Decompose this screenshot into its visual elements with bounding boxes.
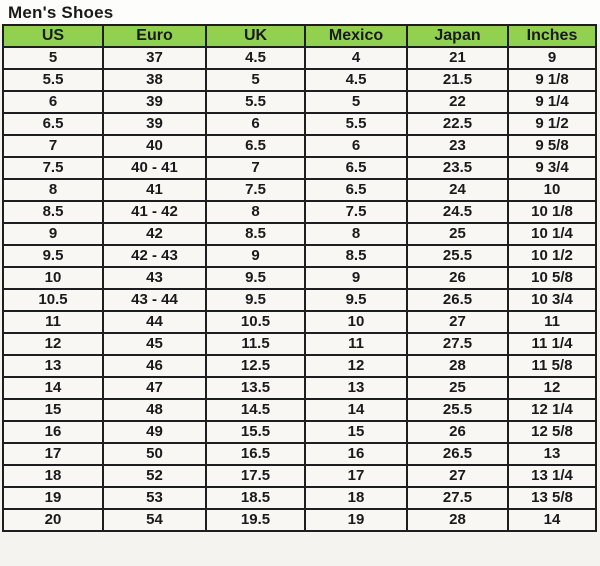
table-cell: 6.5 xyxy=(206,135,305,157)
table-cell: 44 xyxy=(103,311,206,333)
table-cell: 13 5/8 xyxy=(508,487,596,509)
table-cell: 5.5 xyxy=(3,69,103,91)
table-cell: 9 xyxy=(206,245,305,267)
table-cell: 10 1/4 xyxy=(508,223,596,245)
table-cell: 13 xyxy=(3,355,103,377)
table-cell: 11 xyxy=(305,333,407,355)
table-cell: 19 xyxy=(305,509,407,531)
table-cell: 26 xyxy=(407,267,508,289)
table-cell: 46 xyxy=(103,355,206,377)
table-cell: 10.5 xyxy=(3,289,103,311)
table-cell: 12.5 xyxy=(206,355,305,377)
table-cell: 48 xyxy=(103,399,206,421)
table-cell: 9.5 xyxy=(206,289,305,311)
table-cell: 5 xyxy=(206,69,305,91)
table-cell: 52 xyxy=(103,465,206,487)
table-cell: 16 xyxy=(3,421,103,443)
table-cell: 14 xyxy=(508,509,596,531)
table-cell: 7 xyxy=(3,135,103,157)
table-cell: 6 xyxy=(206,113,305,135)
table-cell: 14 xyxy=(3,377,103,399)
table-cell: 7.5 xyxy=(206,179,305,201)
table-cell: 38 xyxy=(103,69,206,91)
table-cell: 12 5/8 xyxy=(508,421,596,443)
table-row xyxy=(3,157,596,179)
page-title: Men's Shoes xyxy=(8,3,114,22)
table-row xyxy=(3,333,596,355)
table-cell: 8.5 xyxy=(305,245,407,267)
table-cell: 19.5 xyxy=(206,509,305,531)
table-row xyxy=(3,465,596,487)
table-cell: 15.5 xyxy=(206,421,305,443)
table-cell: 13 xyxy=(305,377,407,399)
table-cell: 50 xyxy=(103,443,206,465)
table-cell: 9 xyxy=(508,47,596,69)
column-header: Mexico xyxy=(305,25,407,47)
table-row xyxy=(3,179,596,201)
table-cell: 27 xyxy=(407,465,508,487)
table-cell: 5 xyxy=(305,91,407,113)
table-cell: 22.5 xyxy=(407,113,508,135)
table-cell: 9.5 xyxy=(206,267,305,289)
table-cell: 28 xyxy=(407,509,508,531)
table-cell: 6.5 xyxy=(3,113,103,135)
table-cell: 21 xyxy=(407,47,508,69)
table-row xyxy=(3,311,596,333)
table-cell: 12 xyxy=(3,333,103,355)
table-cell: 23 xyxy=(407,135,508,157)
table-cell: 39 xyxy=(103,113,206,135)
table-cell: 25 xyxy=(407,377,508,399)
table-cell: 6.5 xyxy=(305,179,407,201)
table-cell: 4 xyxy=(305,47,407,69)
table-cell: 27.5 xyxy=(407,333,508,355)
table-cell: 24.5 xyxy=(407,201,508,223)
table-cell: 18 xyxy=(305,487,407,509)
table-cell: 9 xyxy=(305,267,407,289)
table-cell: 22 xyxy=(407,91,508,113)
table-cell: 42 - 43 xyxy=(103,245,206,267)
table-cell: 8.5 xyxy=(206,223,305,245)
table-cell: 13 1/4 xyxy=(508,465,596,487)
table-cell: 21.5 xyxy=(407,69,508,91)
table-cell: 26 xyxy=(407,421,508,443)
column-header: Japan xyxy=(407,25,508,47)
table-row xyxy=(3,135,596,157)
table-cell: 12 1/4 xyxy=(508,399,596,421)
column-header: UK xyxy=(206,25,305,47)
header-row xyxy=(3,25,596,47)
table-row xyxy=(3,289,596,311)
table-cell: 7 xyxy=(206,157,305,179)
table-cell: 9 5/8 xyxy=(508,135,596,157)
table-cell: 9 1/2 xyxy=(508,113,596,135)
table-cell: 27 xyxy=(407,311,508,333)
table-cell: 13 xyxy=(508,443,596,465)
table-cell: 41 - 42 xyxy=(103,201,206,223)
table-cell: 14.5 xyxy=(206,399,305,421)
table-cell: 5 xyxy=(3,47,103,69)
table-cell: 17 xyxy=(305,465,407,487)
table-cell: 7.5 xyxy=(305,201,407,223)
table-cell: 26.5 xyxy=(407,289,508,311)
table-row xyxy=(3,201,596,223)
table-cell: 43 xyxy=(103,267,206,289)
table-cell: 8 xyxy=(3,179,103,201)
table-cell: 6.5 xyxy=(305,157,407,179)
table-cell: 10.5 xyxy=(206,311,305,333)
table-cell: 18.5 xyxy=(206,487,305,509)
table-cell: 28 xyxy=(407,355,508,377)
table-cell: 19 xyxy=(3,487,103,509)
table-cell: 10 1/2 xyxy=(508,245,596,267)
table-cell: 40 - 41 xyxy=(103,157,206,179)
table-cell: 11 xyxy=(508,311,596,333)
table-cell: 23.5 xyxy=(407,157,508,179)
table-cell: 10 1/8 xyxy=(508,201,596,223)
table-cell: 15 xyxy=(3,399,103,421)
table-cell: 25.5 xyxy=(407,245,508,267)
table-cell: 24 xyxy=(407,179,508,201)
table-cell: 9 3/4 xyxy=(508,157,596,179)
table-cell: 11.5 xyxy=(206,333,305,355)
table-cell: 9 1/8 xyxy=(508,69,596,91)
table-cell: 43 - 44 xyxy=(103,289,206,311)
table-row xyxy=(3,69,596,91)
shoe-size-conversion-table xyxy=(2,24,597,532)
table-cell: 9.5 xyxy=(305,289,407,311)
table-row xyxy=(3,267,596,289)
table-cell: 11 1/4 xyxy=(508,333,596,355)
table-cell: 12 xyxy=(305,355,407,377)
table-cell: 8.5 xyxy=(3,201,103,223)
table-row xyxy=(3,47,596,69)
table-cell: 42 xyxy=(103,223,206,245)
column-header: Euro xyxy=(103,25,206,47)
table-cell: 41 xyxy=(103,179,206,201)
table-cell: 49 xyxy=(103,421,206,443)
table-cell: 15 xyxy=(305,421,407,443)
table-cell: 4.5 xyxy=(305,69,407,91)
table-cell: 25.5 xyxy=(407,399,508,421)
table-cell: 53 xyxy=(103,487,206,509)
column-header: Inches xyxy=(508,25,596,47)
table-cell: 9 xyxy=(3,223,103,245)
table-cell: 7.5 xyxy=(3,157,103,179)
table-cell: 40 xyxy=(103,135,206,157)
table-cell: 25 xyxy=(407,223,508,245)
table-row xyxy=(3,509,596,531)
table-cell: 11 xyxy=(3,311,103,333)
table-cell: 10 xyxy=(508,179,596,201)
table-cell: 45 xyxy=(103,333,206,355)
table-cell: 6 xyxy=(3,91,103,113)
table-cell: 17.5 xyxy=(206,465,305,487)
table-cell: 39 xyxy=(103,91,206,113)
table-cell: 14 xyxy=(305,399,407,421)
table-cell: 5.5 xyxy=(206,91,305,113)
table-cell: 54 xyxy=(103,509,206,531)
table-row xyxy=(3,399,596,421)
table-row xyxy=(3,113,596,135)
table-cell: 26.5 xyxy=(407,443,508,465)
table-cell: 11 5/8 xyxy=(508,355,596,377)
table-cell: 8 xyxy=(305,223,407,245)
table-cell: 9 1/4 xyxy=(508,91,596,113)
table-row xyxy=(3,223,596,245)
table-cell: 27.5 xyxy=(407,487,508,509)
table-body xyxy=(3,47,596,531)
table-cell: 10 xyxy=(305,311,407,333)
table-row xyxy=(3,443,596,465)
table-cell: 17 xyxy=(3,443,103,465)
table-row xyxy=(3,91,596,113)
column-header: US xyxy=(3,25,103,47)
table-row xyxy=(3,487,596,509)
table-cell: 9.5 xyxy=(3,245,103,267)
table-row xyxy=(3,377,596,399)
table-row xyxy=(3,421,596,443)
table-cell: 10 xyxy=(3,267,103,289)
table-cell: 8 xyxy=(206,201,305,223)
table-row xyxy=(3,245,596,267)
table-cell: 6 xyxy=(305,135,407,157)
table-cell: 16.5 xyxy=(206,443,305,465)
table-cell: 16 xyxy=(305,443,407,465)
table-cell: 4.5 xyxy=(206,47,305,69)
table-row xyxy=(3,355,596,377)
table-cell: 12 xyxy=(508,377,596,399)
table-cell: 37 xyxy=(103,47,206,69)
table-cell: 20 xyxy=(3,509,103,531)
table-cell: 13.5 xyxy=(206,377,305,399)
table-cell: 10 3/4 xyxy=(508,289,596,311)
table-cell: 47 xyxy=(103,377,206,399)
table-cell: 18 xyxy=(3,465,103,487)
table-cell: 10 5/8 xyxy=(508,267,596,289)
table-cell: 5.5 xyxy=(305,113,407,135)
